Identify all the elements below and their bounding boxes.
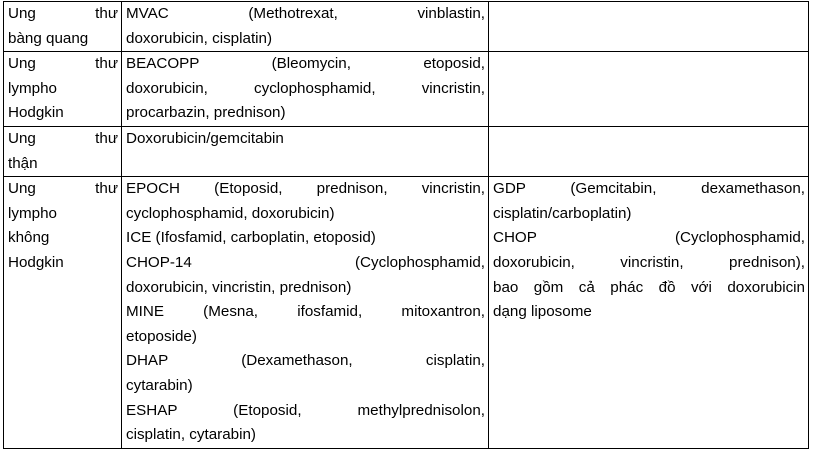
other-regimen-text: CHOP (Cyclophosphamid, <box>493 229 805 247</box>
regimen-text: MVAC (Methotrexat, vinblastin, <box>126 5 485 22</box>
regimen-text: ICE (Ifosfamid, carboplatin, etoposid) <box>126 229 376 247</box>
regimen-text: EPOCH (Etoposid, prednison, vincristin, <box>126 180 485 198</box>
disease-text: không <box>8 229 50 247</box>
table-row <box>4 52 809 127</box>
regimen-text: DHAP (Dexamethason, cisplatin, <box>126 352 485 370</box>
regimen-cell <box>122 52 489 127</box>
disease-cell <box>4 126 122 176</box>
regimen-text: cytarabin) <box>126 376 193 394</box>
chemotherapy-regimen-table <box>3 1 809 449</box>
regimen-text: etoposide) <box>126 327 197 345</box>
disease-text: Ung thư <box>8 55 118 73</box>
disease-text: Ung thư <box>8 180 118 198</box>
disease-text: lympho <box>8 79 57 97</box>
disease-text: lympho <box>8 204 57 222</box>
regimen-cell <box>122 2 489 52</box>
regimen-text: procarbazin, prednison) <box>126 104 286 122</box>
disease-text: Ung thư <box>8 5 118 22</box>
disease-text: Hodgkin <box>8 104 64 122</box>
regimen-text: ESHAP (Etoposid, methylprednisolon, <box>126 401 485 419</box>
regimen-text: Doxorubicin/gemcitabin <box>126 129 284 147</box>
other-regimen-text: cisplatin/carboplatin) <box>493 204 632 222</box>
disease-text: thận <box>8 154 38 172</box>
regimen-text: cyclophosphamid, doxorubicin) <box>126 204 335 222</box>
regimen-text: doxorubicin, cyclophosphamid, vincristin, <box>126 79 485 97</box>
other-regimen-text: GDP (Gemcitabin, dexamethason, <box>493 180 805 198</box>
regimen-text: BEACOPP (Bleomycin, etoposid, <box>126 55 485 73</box>
other-regimen-text: dạng liposome <box>493 303 592 321</box>
other-regimen-cell <box>489 2 809 52</box>
regimen-cell <box>122 177 489 449</box>
disease-cell <box>4 52 122 127</box>
regimen-text: MINE (Mesna, ifosfamid, mitoxantron, <box>126 303 485 321</box>
other-regimen-text: bao gồm cả phác đồ với doxorubicin <box>493 278 805 296</box>
other-regimen-text: doxorubicin, vincristin, prednison), <box>493 253 805 271</box>
other-regimen-cell <box>489 126 809 176</box>
regimen-text: cisplatin, cytarabin) <box>126 426 256 444</box>
regimen-cell <box>122 126 489 176</box>
disease-text: bàng quang <box>8 29 89 47</box>
regimen-text: doxorubicin, cisplatin) <box>126 29 273 47</box>
table-row <box>4 177 809 449</box>
table-body <box>4 2 809 449</box>
disease-cell <box>4 177 122 449</box>
regimen-text: CHOP-14 (Cyclophosphamid, <box>126 253 485 271</box>
disease-cell <box>4 2 122 52</box>
regimen-text: doxorubicin, vincristin, prednison) <box>126 278 352 296</box>
table-row <box>4 126 809 176</box>
disease-text: Hodgkin <box>8 253 64 271</box>
other-regimen-cell <box>489 52 809 127</box>
table-row <box>4 2 809 52</box>
disease-text: Ung thư <box>8 129 118 147</box>
other-regimen-cell <box>489 177 809 449</box>
